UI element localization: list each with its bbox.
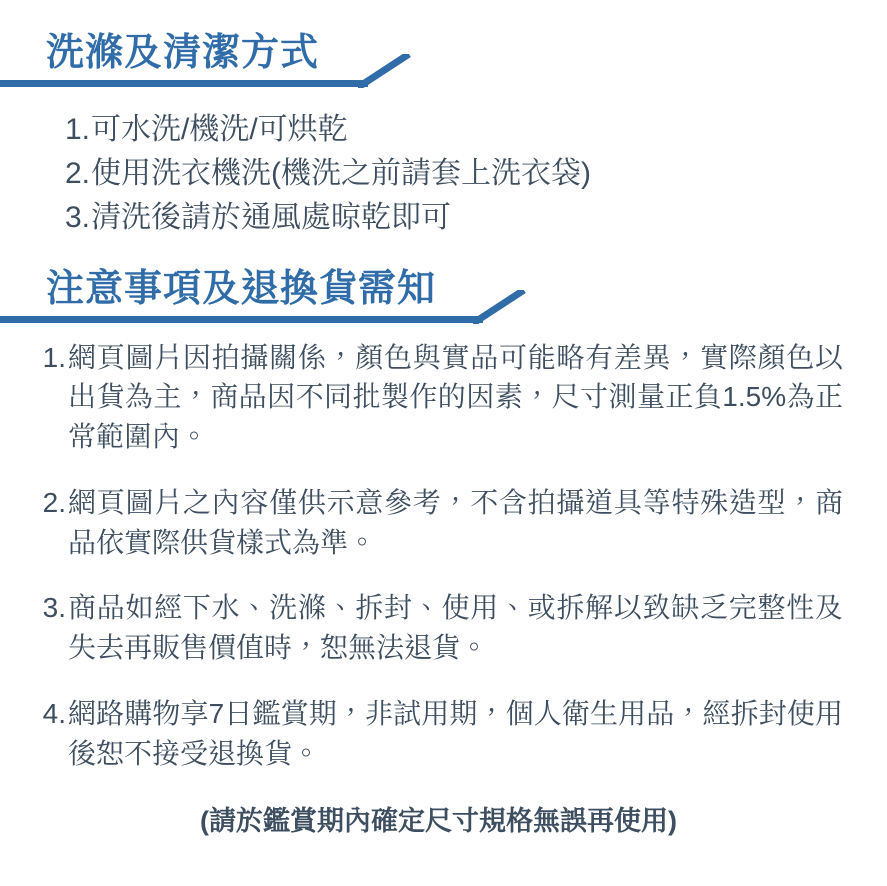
wash-underline-bar: [0, 80, 368, 87]
list-item: [60, 196, 887, 240]
wash-section: [0, 32, 887, 241]
notice-underline-arrow-icon: [473, 290, 533, 324]
notice-footer-note: (請於鑑賞期內確定尺寸規格無誤再使用): [200, 806, 677, 837]
notice-item-text: 商品如經下水、洗滌、拆封、使用、或拆解以致缺乏完整性及失去再販售價值時，恕無法退貨。: [68, 592, 843, 664]
list-item: [60, 152, 887, 196]
notice-item-text: 網頁圖片因拍攝關係，顏色與實品可能略有差異，實際顏色以出貨為主，商品因不同批製作的因素，尺寸測量正負1.5%為正常範圍內。: [68, 341, 843, 453]
wash-item-number: 2.: [64, 157, 90, 191]
wash-section-heading: [0, 32, 887, 76]
notice-underline-bar: [0, 316, 483, 323]
notice-section: [0, 268, 887, 838]
wash-item-number: 1.: [64, 112, 90, 146]
notice-item-list: [0, 338, 887, 774]
list-item: [38, 694, 887, 774]
notice-item-text: 網路購物享7日鑑賞期，非試用期，個人衛生用品，經拆封使用後恕不接受退換貨。: [68, 697, 843, 769]
notice-item-number: 1.: [42, 341, 66, 373]
wash-item-text: 使用洗衣機洗(機洗之前請套上洗衣袋): [91, 157, 591, 191]
wash-heading-underline: [0, 80, 887, 88]
list-item: [38, 588, 887, 668]
notice-item-text: 網頁圖片之內容僅供示意參考，不含拍攝道具等特殊造型，商品依實際供貨樣式為準。: [68, 486, 843, 558]
wash-item-number: 3.: [64, 201, 90, 235]
list-item: [38, 338, 887, 457]
wash-underline-arrow-icon: [358, 54, 418, 88]
notice-item-number: 2.: [42, 486, 66, 518]
notice-item-number: 4.: [42, 697, 66, 729]
list-item: [38, 483, 887, 563]
wash-item-text: 可水洗/機洗/可烘乾: [91, 112, 348, 146]
wash-item-text: 清洗後請於通風處晾乾即可: [91, 201, 451, 235]
notice-heading-text: 注意事項及退換貨需知: [46, 268, 437, 310]
wash-instruction-list: [0, 108, 887, 241]
list-item: [60, 108, 887, 152]
notice-heading-underline: [0, 316, 887, 324]
wash-heading-text: 洗滌及清潔方式: [46, 32, 320, 74]
notice-section-heading: [0, 268, 887, 312]
notice-item-number: 3.: [42, 592, 66, 624]
